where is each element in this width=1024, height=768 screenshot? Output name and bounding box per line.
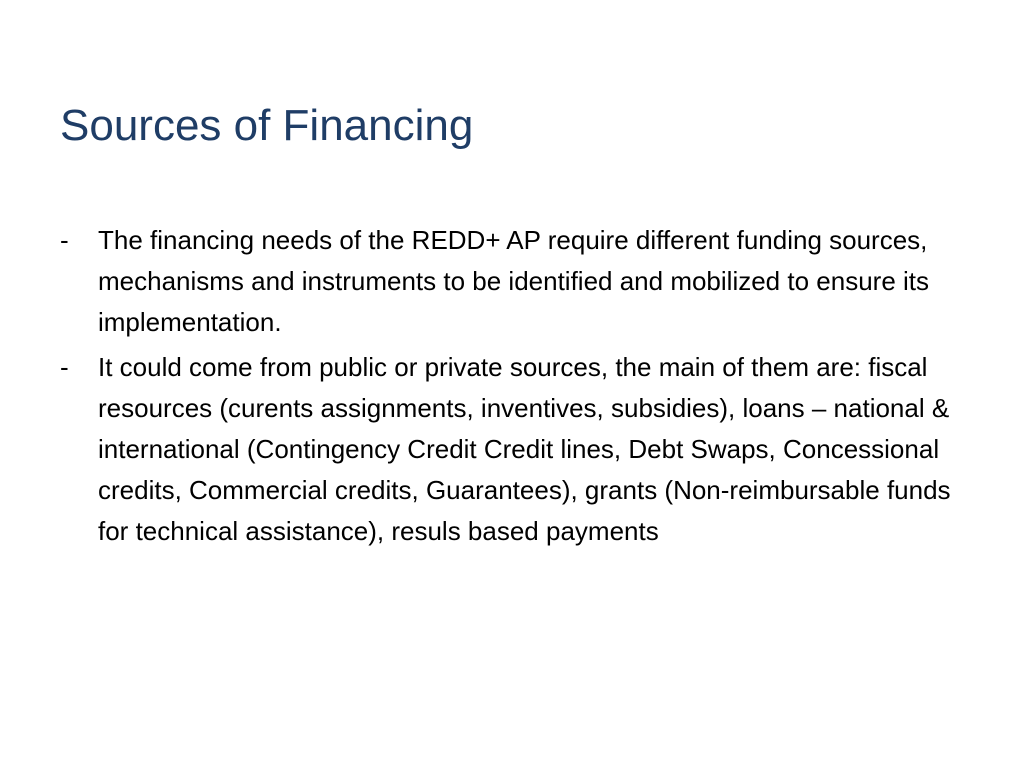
bullet-text: The financing needs of the REDD+ AP require different funding sources, mechanisms and instruments to be identified and mobilized to ensure its implementation.	[98, 225, 929, 337]
bullet-item	[60, 347, 980, 552]
bullet-list	[60, 220, 980, 556]
slide-title: Sources of Financing	[60, 101, 474, 150]
bullet-text: It could come from public or private sources, the main of them are: fiscal resources (curents assignments, inventives, subsidies), loans – national & international (Contingency Credit Credit lines, Debt Swaps, Concessional credits, Commercial credits, Guarantees), grants (Non-reimbursable funds for technical assistance), resuls based payments	[98, 352, 951, 546]
bullet-item	[60, 220, 980, 343]
bullet-marker: -	[60, 352, 69, 382]
bullet-marker: -	[60, 225, 69, 255]
